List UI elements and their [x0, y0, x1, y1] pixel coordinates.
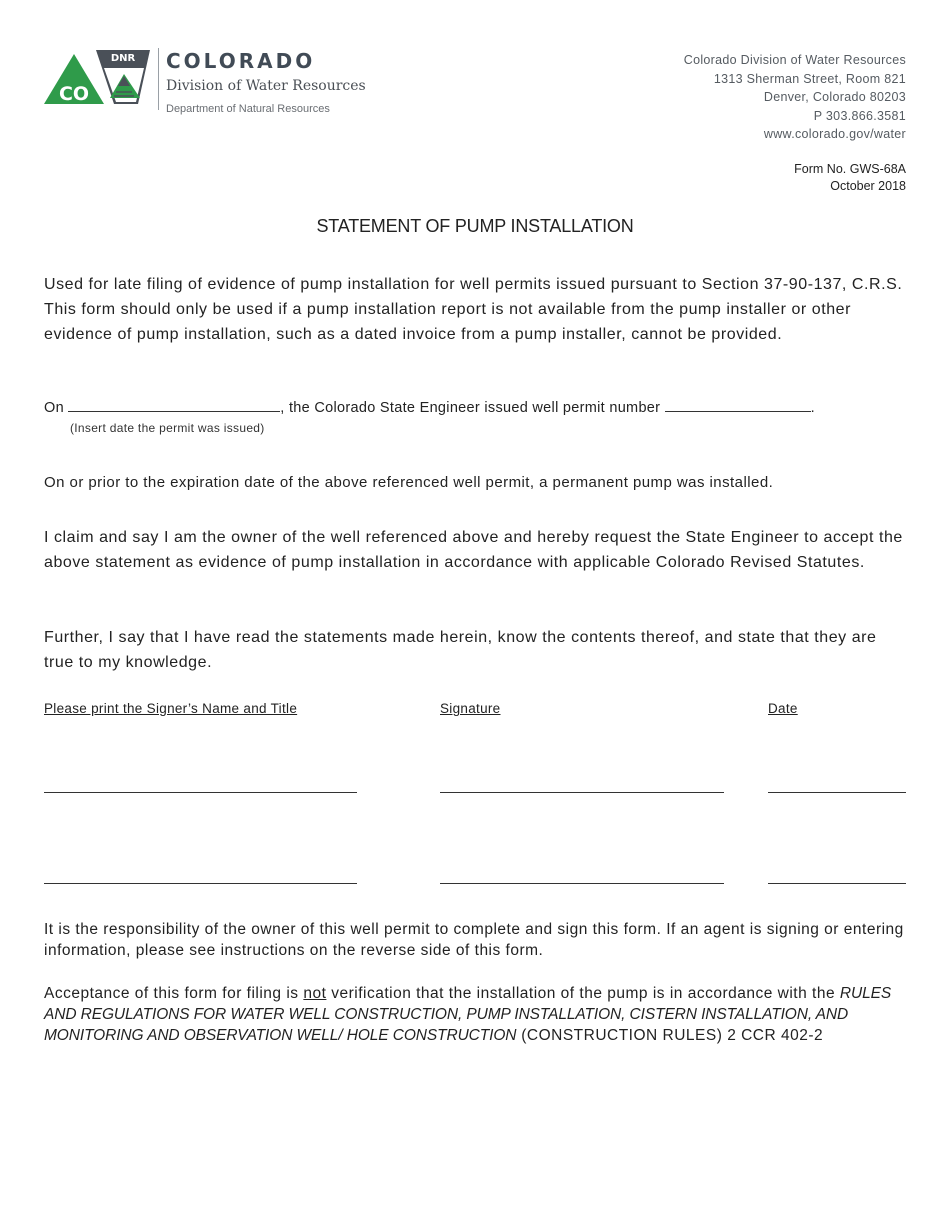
signature-line-2[interactable]: [440, 883, 724, 884]
colorado-mountain-logo-icon: [44, 46, 156, 110]
form-date: October 2018: [830, 179, 906, 193]
logo-department: Department of Natural Resources: [166, 103, 330, 115]
address-phone: P 303.866.3581: [813, 108, 906, 123]
signature-line-1[interactable]: [440, 792, 724, 793]
statement-owner-claim: I claim and say I am the owner of the well referenced above and hereby request the State Engineer to accept the above statement as evidence of pump installation in accordance with applicable Colorado Revised Statutes.: [44, 529, 903, 571]
signer-name-header: Please print the Signer’s Name and Title: [44, 701, 298, 716]
permit-middle-text: , the Colorado State Engineer issued well permit number: [280, 400, 661, 416]
agency-address: [684, 51, 906, 144]
logo-badge-text: DNR: [110, 53, 136, 64]
acceptance-rules-title: RULES AND REGULATIONS FOR WATER WELL CONSTRUCTION, PUMP INSTALLATION, CISTERN INSTALLATION, AND MONITORING AND OBSERVATION WELL/ HOLE CONSTRUCTION: [44, 985, 892, 1044]
acceptance-notice: [44, 983, 914, 1046]
intro-paragraph: Used for late filing of evidence of pump installation for well permits issued pursuant to Section 37-90-137, C.R.S. This form should only be used if a pump installation report is not available from the pump installer or other evidence of pump installation, such as a dated invoice from a pump installer, cannot be provided.: [44, 276, 903, 343]
responsibility-notice: It is the responsibility of the owner of this well permit to complete and sign this form. If an agent is signing or entering information, please see instructions on the reverse side of this form.: [44, 921, 904, 959]
colorado-dwr-logo: [44, 46, 374, 116]
logo-division: Division of Water Resources: [166, 78, 366, 94]
signature-header: Signature: [440, 701, 501, 716]
permit-date-blank[interactable]: [68, 397, 280, 412]
permit-suffix: .: [810, 400, 815, 416]
address-line: 1313 Sherman Street, Room 821: [713, 71, 906, 86]
permit-date-hint: (Insert date the permit was issued): [70, 421, 265, 435]
acceptance-not: not: [303, 985, 327, 1002]
page-title: STATEMENT OF PUMP INSTALLATION: [316, 216, 634, 236]
logo-state-text: CO: [58, 83, 90, 105]
logo-divider: [158, 48, 159, 110]
address-line: Colorado Division of Water Resources: [683, 53, 906, 67]
statement-pump-installed: On or prior to the expiration date of the above referenced well permit, a permanent pump was installed.: [44, 474, 774, 491]
signer-name-line-2[interactable]: [44, 883, 357, 884]
logo-wordmark: [166, 46, 366, 117]
form-number: Form No. GWS-68A: [794, 162, 906, 176]
logo-org-name: COLORADO: [166, 49, 316, 73]
form-info: [794, 161, 906, 195]
address-line: Denver, Colorado 80203: [763, 90, 906, 104]
acceptance-text-3: (CONSTRUCTION RULES) 2 CCR 402-2: [516, 1027, 824, 1044]
date-line-1[interactable]: [768, 792, 906, 793]
acceptance-text-1: Acceptance of this form for filing is: [44, 985, 304, 1002]
permit-prefix: On: [44, 400, 64, 416]
permit-number-blank[interactable]: [665, 397, 811, 412]
signer-name-line-1[interactable]: [44, 792, 357, 793]
address-website: www.colorado.gov/water: [763, 127, 906, 141]
date-line-2[interactable]: [768, 883, 906, 884]
permit-statement: [44, 397, 924, 418]
date-header: Date: [768, 701, 798, 716]
statement-knowledge: Further, I say that I have read the statements made herein, know the contents thereof, and state that they are true to my knowledge.: [44, 629, 877, 671]
acceptance-text-2: verification that the installation of the pump is in accordance with the: [326, 985, 840, 1002]
